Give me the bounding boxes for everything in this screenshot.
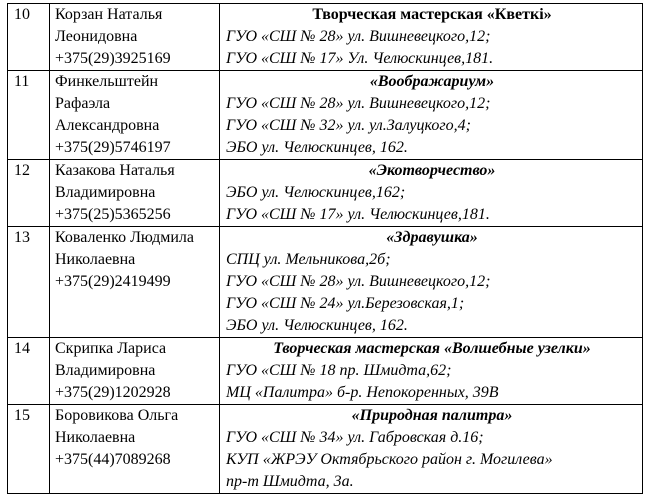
club-address: ЭБО ул. Челюскинцев,162;	[226, 184, 406, 201]
teacher-name-line: Боровикова Ольга	[55, 407, 179, 424]
teacher-phone: +375(29)5746197	[55, 139, 171, 156]
table-row	[8, 405, 643, 494]
club-info-cell	[220, 227, 643, 338]
club-address: ГУО «СШ № 28» ул. Вишневецкого,12;	[226, 273, 491, 290]
row-number: 11	[8, 71, 50, 160]
teacher-cell	[50, 405, 220, 494]
teacher-phone: +375(29)3925169	[55, 50, 171, 67]
club-address: ГУО «СШ № 28» ул. Вишневецкого,12;	[226, 95, 491, 112]
club-info-cell	[220, 4, 643, 71]
teacher-name-line: Владимировна	[55, 362, 156, 379]
clubs-table	[7, 3, 643, 494]
club-address: ГУО «СШ № 17» Ул. Челюскинцев,181.	[226, 50, 494, 67]
club-info-cell	[220, 71, 643, 160]
club-address: ЭБО ул. Челюскинцев, 162.	[226, 139, 408, 156]
club-info-cell	[220, 405, 643, 494]
teacher-name-line: Владимировна	[55, 184, 156, 201]
club-address: КУП «ЖРЭУ Октябрьского район г. Могилева»	[226, 451, 553, 468]
teacher-phone: +375(44)7089268	[55, 451, 171, 468]
teacher-name-line: Скрипка Лариса	[55, 340, 167, 357]
teacher-cell	[50, 71, 220, 160]
table-row	[8, 227, 643, 338]
teacher-name-line: Николаевна	[55, 429, 136, 446]
club-title: Творческая мастерская «Волшебные узелки»	[273, 340, 591, 357]
club-address: ГУО «СШ № 18 пр. Шмидта,62;	[226, 362, 452, 379]
teacher-name-line: Николаевна	[55, 251, 136, 268]
club-title: «Природная палитра»	[351, 407, 513, 424]
table-row	[8, 338, 643, 405]
table-row	[8, 160, 643, 227]
club-title: «Воображариум»	[369, 73, 495, 90]
club-info-cell	[220, 338, 643, 405]
teacher-name-line: Финкельштейн	[55, 73, 159, 90]
club-address: СПЦ ул. Мельникова,2б;	[226, 251, 391, 268]
teacher-cell	[50, 227, 220, 338]
teacher-name-line: Леонидовна	[55, 28, 138, 45]
club-address: ГУО «СШ № 32» ул. ул.Залуцкого,4;	[226, 117, 471, 134]
teacher-cell	[50, 338, 220, 405]
teacher-name-line: Корзан Наталья	[55, 6, 163, 23]
table-row	[8, 4, 643, 71]
row-number: 14	[8, 338, 50, 405]
teacher-cell	[50, 4, 220, 71]
club-address: ЭБО ул. Челюскинцев, 162.	[226, 317, 408, 334]
row-number: 13	[8, 227, 50, 338]
club-address: ГУО «СШ № 34» ул. Габровская д.16;	[226, 429, 484, 446]
teacher-phone: +375(25)5365256	[55, 206, 171, 223]
row-number: 10	[8, 4, 50, 71]
club-title: «Экотворчество»	[368, 162, 496, 179]
teacher-phone: +375(29)1202928	[55, 384, 171, 401]
row-number: 15	[8, 405, 50, 494]
club-info-cell	[220, 160, 643, 227]
row-number: 12	[8, 160, 50, 227]
teacher-phone: +375(29)2419499	[55, 273, 171, 290]
club-address: ГУО «СШ № 28» ул. Вишневецкого,12;	[226, 28, 491, 45]
club-title: «Здравушка»	[386, 229, 478, 246]
club-address: пр-т Шмидта, 3а.	[226, 473, 354, 490]
club-address: ГУО «СШ № 17» ул. Челюскинцев,181.	[226, 206, 490, 223]
teacher-name-line: Рафаэла	[55, 95, 111, 112]
club-address: ГУО «СШ № 24» ул.Березовская,1;	[226, 295, 465, 312]
teacher-cell	[50, 160, 220, 227]
club-title: Творческая мастерская «Кветкі»	[312, 6, 552, 23]
teacher-name-line: Александровна	[55, 117, 160, 134]
teacher-name-line: Коваленко Людмила	[55, 229, 194, 246]
club-address: МЦ «Палитра» б-р. Непокоренных, 39В	[226, 384, 499, 401]
table-row	[8, 71, 643, 160]
teacher-name-line: Казакова Наталья	[55, 162, 175, 179]
